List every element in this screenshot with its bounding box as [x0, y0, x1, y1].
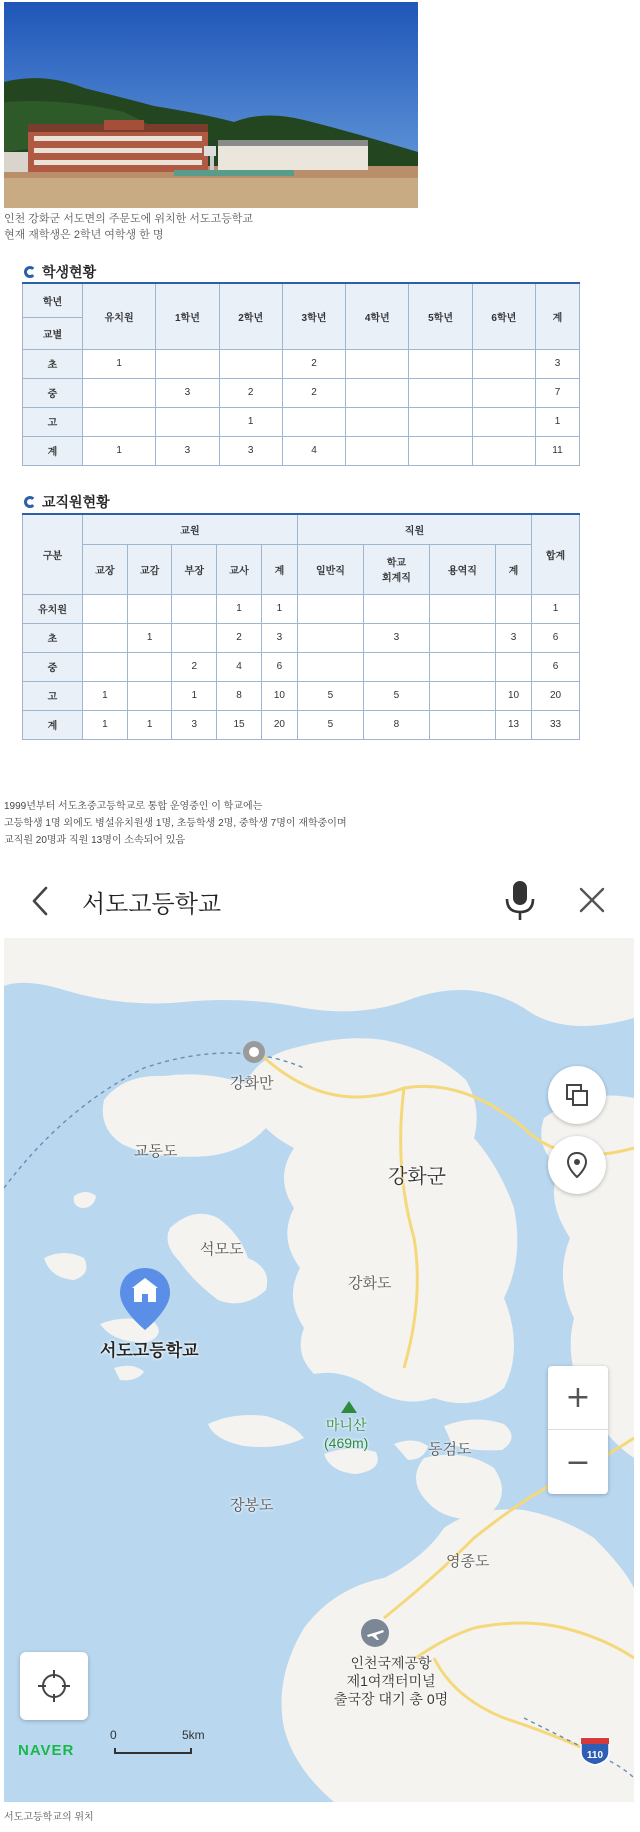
table-cell: 15 [217, 710, 262, 739]
col-header: 계 [261, 544, 297, 594]
table-cell: 20 [532, 681, 580, 710]
staff-table-heading [24, 492, 110, 512]
table-cell [409, 407, 472, 436]
table-cell: 3 [156, 378, 219, 407]
mountain-icon [340, 1400, 358, 1414]
table-cell [472, 407, 535, 436]
table-cell [429, 681, 495, 710]
row-header: 중 [23, 378, 83, 407]
map-label-ganghwagun: 강화군 [388, 1166, 446, 1188]
zoom-in-button[interactable]: + [548, 1366, 608, 1430]
table-cell [429, 710, 495, 739]
photo-caption-1: 인천 강화군 서도면의 주문도에 위치한 서도고등학교 [4, 213, 254, 225]
highway-shield-icon [578, 1736, 612, 1766]
microphone-icon[interactable] [502, 878, 538, 922]
table-cell [219, 349, 282, 378]
col-header: 부장 [172, 544, 217, 594]
table-row [23, 378, 580, 407]
note-line: 고등학생 1명 외에도 병설유치원생 1명, 초등학생 2명, 중학생 7명이 재학중이며 [4, 818, 347, 829]
table-cell [297, 652, 363, 681]
table-cell: 1 [127, 710, 172, 739]
section-bullet-icon [24, 266, 36, 278]
table-row [23, 681, 580, 710]
table-cell [172, 623, 217, 652]
photo-caption-2: 현재 재학생은 2학년 여학생 한 명 [4, 229, 164, 241]
table-cell: 2 [217, 623, 262, 652]
table-header-school: 교별 [23, 317, 83, 349]
table-cell [127, 594, 172, 623]
table-cell [83, 623, 128, 652]
table-cell: 1 [83, 681, 128, 710]
map-label-yeongjongdo: 영종도 [446, 1553, 490, 1570]
airplane-icon [360, 1618, 390, 1648]
table-row [23, 349, 580, 378]
student-table-title: 학생현황 [42, 264, 97, 280]
table-cell: 6 [532, 652, 580, 681]
table-cell: 1 [127, 623, 172, 652]
student-table-heading [24, 262, 96, 282]
table-cell: 1 [219, 407, 282, 436]
row-header: 계 [23, 710, 83, 739]
location-pin-icon [566, 1151, 588, 1179]
table-cell: 8 [217, 681, 262, 710]
table-cell [363, 652, 429, 681]
table-cell [346, 349, 409, 378]
col-header: 3학년 [282, 283, 345, 349]
col-header: 5학년 [409, 283, 472, 349]
table-cell: 6 [532, 623, 580, 652]
table-cell: 5 [297, 710, 363, 739]
map-label-airport [334, 1654, 448, 1708]
table-cell: 1 [83, 710, 128, 739]
col-header: 유치원 [83, 283, 156, 349]
layers-icon [564, 1082, 590, 1108]
map-label-ganghwado: 강화도 [348, 1275, 392, 1292]
total-header: 합계 [532, 514, 580, 594]
table-cell [297, 623, 363, 652]
col-header: 계 [536, 283, 580, 349]
table-cell [156, 349, 219, 378]
row-header: 초 [23, 623, 83, 652]
table-cell: 6 [261, 652, 297, 681]
airport-terminal: 제1여객터미널 [346, 1673, 436, 1689]
table-cell [472, 378, 535, 407]
col-header: 계 [496, 544, 532, 594]
table-cell: 11 [536, 436, 580, 465]
manisan-height: (469m) [324, 1435, 369, 1451]
map-label-jangbongdo: 장봉도 [230, 1497, 274, 1514]
map-caption: 서도고등학교의 위치 [4, 1812, 94, 1823]
description-note [4, 798, 347, 849]
row-header: 유치원 [23, 594, 83, 623]
table-cell: 4 [282, 436, 345, 465]
highway-number: 110 [586, 1750, 604, 1761]
table-cell [496, 594, 532, 623]
table-cell: 5 [297, 681, 363, 710]
close-icon[interactable] [576, 884, 608, 916]
col-header: 용역직 [429, 544, 495, 594]
map-label-ganghwaman: 강화만 [230, 1075, 274, 1092]
student-status-table [22, 282, 580, 466]
table-cell: 3 [156, 436, 219, 465]
map-base-layer [4, 938, 634, 1802]
table-cell [496, 652, 532, 681]
table-cell [297, 594, 363, 623]
staff-status-table [22, 513, 580, 740]
table-cell [409, 349, 472, 378]
section-bullet-icon [24, 496, 36, 508]
table-cell [83, 378, 156, 407]
table-cell [156, 407, 219, 436]
table-row [23, 407, 580, 436]
table-cell: 1 [217, 594, 262, 623]
scale-line [114, 1748, 192, 1754]
scale-start-label: 0 [110, 1728, 117, 1742]
table-row [23, 623, 580, 652]
location-pin-button[interactable] [548, 1136, 606, 1194]
table-cell: 3 [363, 623, 429, 652]
table-cell: 33 [532, 710, 580, 739]
row-header: 초 [23, 349, 83, 378]
table-cell: 3 [261, 623, 297, 652]
map-label-seokmodo: 석모도 [200, 1241, 244, 1258]
table-cell [127, 681, 172, 710]
row-header: 계 [23, 436, 83, 465]
search-query-title[interactable]: 서도고등학교 [82, 891, 222, 918]
table-cell [127, 652, 172, 681]
table-cell: 1 [83, 349, 156, 378]
poi-marker-icon[interactable] [242, 1040, 266, 1064]
map-label-gyodongdo: 교동도 [134, 1143, 178, 1160]
table-cell: 2 [282, 349, 345, 378]
table-cell: 3 [219, 436, 282, 465]
col-header: 교장 [83, 544, 128, 594]
table-cell: 1 [172, 681, 217, 710]
table-cell: 5 [363, 681, 429, 710]
table-cell: 3 [172, 710, 217, 739]
zoom-out-button[interactable]: − [565, 1444, 591, 1480]
table-cell [346, 436, 409, 465]
table-cell [472, 349, 535, 378]
staff-table-title: 교직원현황 [42, 494, 110, 510]
airport-wait-status: 출국장 대기 총 0명 [334, 1691, 449, 1707]
col-header: 일반직 [297, 544, 363, 594]
map-label-manisan [324, 1416, 368, 1452]
col-header: 교감 [127, 544, 172, 594]
table-cell: 3 [496, 623, 532, 652]
table-cell: 10 [496, 681, 532, 710]
table-cell [429, 652, 495, 681]
table-cell [83, 652, 128, 681]
table-row [23, 594, 580, 623]
table-cell [409, 436, 472, 465]
col-header: 학교 회계직 [363, 544, 429, 594]
note-line: 교직원 20명과 직원 13명이 소속되어 있음 [4, 835, 186, 846]
table-cell: 1 [532, 594, 580, 623]
table-cell [472, 436, 535, 465]
table-cell [172, 594, 217, 623]
table-cell [346, 378, 409, 407]
current-location-icon [37, 1669, 71, 1703]
manisan-name: 마니산 [325, 1417, 367, 1433]
row-header: 중 [23, 652, 83, 681]
row-header: 고 [23, 681, 83, 710]
table-row [23, 652, 580, 681]
note-line: 1999년부터 서도초중고등학교로 통합 운영중인 이 학교에는 [4, 801, 263, 812]
table-cell: 13 [496, 710, 532, 739]
map-label-donggeomdo: 동검도 [428, 1441, 472, 1458]
table-cell [346, 407, 409, 436]
table-cell [83, 594, 128, 623]
table-cell [363, 594, 429, 623]
group-header-staff: 직원 [297, 514, 531, 544]
row-header: 고 [23, 407, 83, 436]
table-cell: 10 [261, 681, 297, 710]
table-cell: 2 [282, 378, 345, 407]
back-arrow-icon[interactable] [26, 884, 56, 918]
table-cell: 4 [217, 652, 262, 681]
table-row [23, 710, 580, 739]
naver-logo: NAVER [18, 1742, 75, 1759]
map-canvas[interactable] [4, 938, 634, 1802]
table-cell: 1 [83, 436, 156, 465]
group-header-teachers: 교원 [83, 514, 298, 544]
zoom-controls [548, 1366, 608, 1494]
table-cell: 2 [172, 652, 217, 681]
col-header: 6학년 [472, 283, 535, 349]
table-cell: 2 [219, 378, 282, 407]
table-cell: 8 [363, 710, 429, 739]
table-cell: 20 [261, 710, 297, 739]
col-header: 교사 [217, 544, 262, 594]
scale-end-label: 5km [182, 1728, 205, 1742]
table-cell [282, 407, 345, 436]
table-cell: 1 [536, 407, 580, 436]
map-scale-bar [110, 1728, 206, 1754]
col-header: 2학년 [219, 283, 282, 349]
layers-button[interactable] [548, 1066, 606, 1124]
table-cell [429, 594, 495, 623]
airport-name: 인천국제공항 [350, 1655, 432, 1671]
col-header: 1학년 [156, 283, 219, 349]
table-cell [429, 623, 495, 652]
map-label-school[interactable]: 서도고등학교 [100, 1341, 199, 1360]
table-cell: 1 [261, 594, 297, 623]
table-header-grade: 학년 [23, 283, 83, 317]
table-cell: 7 [536, 378, 580, 407]
col-header: 4학년 [346, 283, 409, 349]
school-photo [4, 2, 418, 208]
current-location-button[interactable] [20, 1652, 88, 1720]
table-cell [409, 378, 472, 407]
school-marker-icon[interactable] [118, 1266, 172, 1332]
table-cell [83, 407, 156, 436]
map-search-bar [0, 862, 640, 938]
table-corner-header: 구분 [23, 514, 83, 594]
table-cell: 3 [536, 349, 580, 378]
table-row [23, 436, 580, 465]
